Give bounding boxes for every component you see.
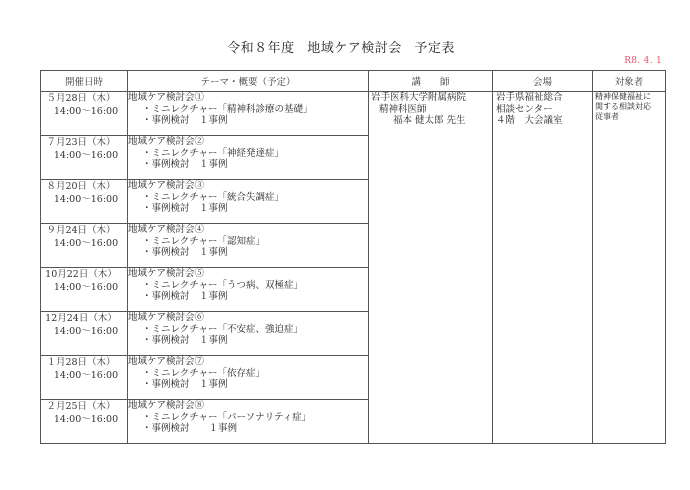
- title-meeting: 地域ケア検討会: [307, 41, 402, 56]
- table-row: [41, 92, 666, 136]
- schedule-table: [40, 70, 666, 444]
- header-row: [41, 71, 666, 92]
- target-cell: 精神保健福祉に 関する相談対応 従事者: [593, 92, 666, 444]
- title-year: 令和８年度: [227, 41, 295, 56]
- header-lecturer: 講 師: [369, 71, 493, 92]
- theme-cell: 地域ケア検討会⑧ ・ミニレクチャー「パーソナリティ症」 ・事例検討 １事例: [128, 400, 369, 444]
- theme-cell: 地域ケア検討会⑥ ・ミニレクチャー「不安症、強迫症」 ・事例検討 １事例: [128, 312, 369, 356]
- date-cell: １月28日（木） 14:00～16:00: [41, 356, 128, 400]
- date-cell: ７月23日（木） 14:00～16:00: [41, 136, 128, 180]
- theme-cell: 地域ケア検討会④ ・ミニレクチャー「認知症」 ・事例検討 １事例: [128, 224, 369, 268]
- theme-cell: 地域ケア検討会⑤ ・ミニレクチャー「うつ病、双極症」 ・事例検討 １事例: [128, 268, 369, 312]
- date-cell: 10月22日（木） 14:00～16:00: [41, 268, 128, 312]
- date-cell: ９月24日（木） 14:00～16:00: [41, 224, 128, 268]
- theme-cell: 地域ケア検討会⑦ ・ミニレクチャー「依存症」 ・事例検討 １事例: [128, 356, 369, 400]
- date-cell: ５月28日（木） 14:00～16:00: [41, 92, 128, 136]
- page-title: [0, 37, 690, 56]
- date-cell: 12月24日（木） 14:00～16:00: [41, 312, 128, 356]
- theme-cell: 地域ケア検討会③ ・ミニレクチャー「統合失調症」 ・事例検討 １事例: [128, 180, 369, 224]
- title-schedule: 予定表: [414, 41, 455, 56]
- lecturer-cell: 岩手医科大学附属病院 精神科医師 福本 健太郎 先生: [369, 92, 493, 444]
- header-venue: 会場: [493, 71, 593, 92]
- header-date: 開催日時: [41, 71, 128, 92]
- header-target: 対象者: [593, 71, 666, 92]
- date-cell: ２月25日（木） 14:00～16:00: [41, 400, 128, 444]
- venue-cell: 岩手県福祉総合 相談センター ４階 大会議室: [493, 92, 593, 444]
- theme-cell: 地域ケア検討会① ・ミニレクチャー「精神科診療の基礎」 ・事例検討 １事例: [128, 92, 369, 136]
- theme-cell: 地域ケア検討会② ・ミニレクチャー「神経発達症」 ・事例検討 １事例: [128, 136, 369, 180]
- header-theme: テーマ・概要（予定）: [128, 71, 369, 92]
- date-cell: ８月20日（木） 14:00～16:00: [41, 180, 128, 224]
- revision-date: R8. 4. 1: [624, 56, 662, 66]
